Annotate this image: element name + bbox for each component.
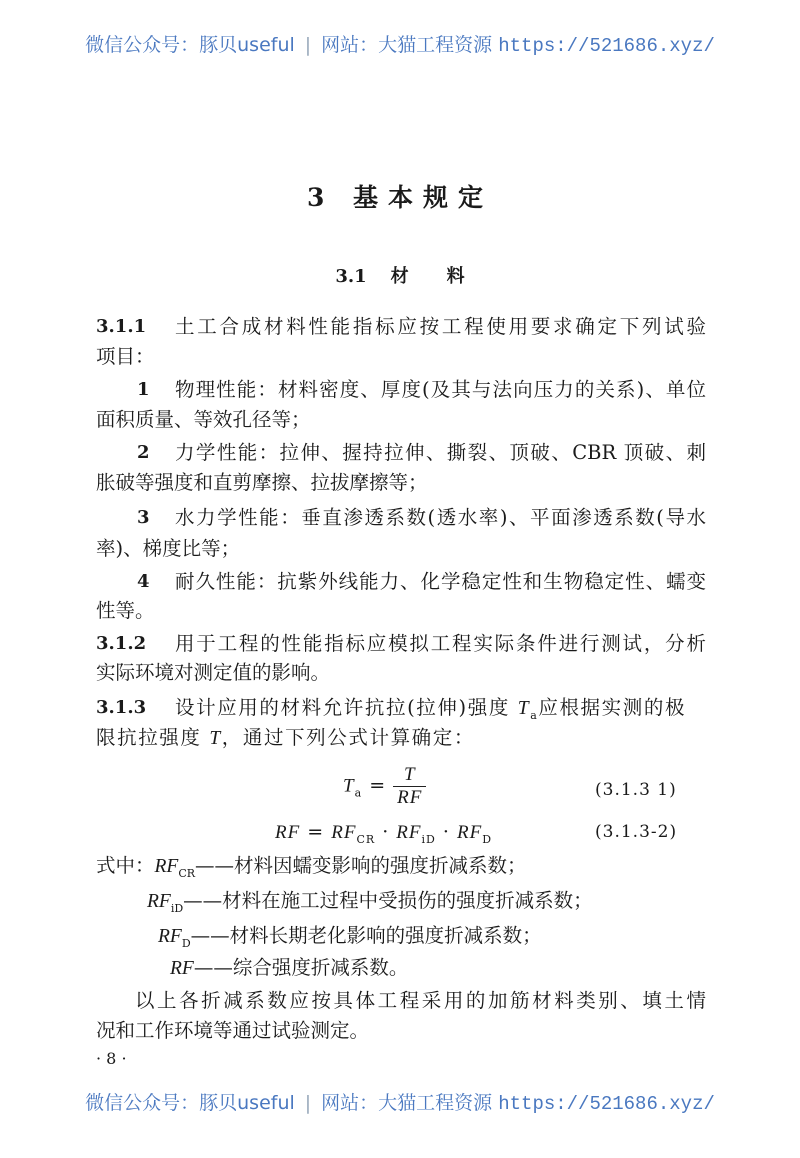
definition-text: ——材料因蠕变影响的强度折减系数； [195, 854, 527, 877]
clause-text-b: 应根据实测的极 [538, 696, 687, 719]
item-text: 率)、梯度比等； [96, 537, 241, 560]
definition [147, 889, 593, 921]
dot-operator: · [382, 821, 390, 843]
term-sub: CR [356, 832, 376, 846]
watermark-site: 网站：大猫工程资源 [321, 1092, 493, 1114]
item-number: 4 [137, 571, 150, 592]
item-text: 面积质量、等效孔径等； [96, 408, 311, 431]
item-text: 力学性能：拉伸、握持拉伸、撕裂、顶破、CBR 顶破、刺 [175, 441, 706, 464]
chapter-title: 3 基本规定 [306, 183, 494, 212]
formula-2 [275, 821, 492, 846]
item-text: 性等。 [96, 599, 155, 622]
closing-text: 况和工作环境等通过试验测定。 [96, 1019, 370, 1042]
watermark-site: 网站：大猫工程资源 [321, 34, 493, 56]
clause-text: 项目： [96, 345, 155, 368]
definition-symbol: RF [147, 891, 171, 912]
watermark-header [0, 30, 800, 57]
clause-text: 土工合成材料性能指标应按工程使用要求确定下列试验 [175, 315, 706, 338]
item-number: 3 [137, 507, 150, 528]
clause-number: 3.1.1 [96, 316, 147, 337]
clause-number: 3.1.2 [96, 633, 147, 654]
term: RF [396, 822, 422, 843]
definition-sub: D [181, 936, 191, 950]
definition [170, 956, 408, 981]
watermark-url[interactable]: https://521686.xyz/ [498, 1093, 715, 1115]
clause-text: 实际环境对测定值的影响。 [96, 661, 331, 684]
equals-sign: = [307, 821, 325, 843]
formula-label: (3.1.3-2) [595, 822, 678, 842]
watermark-url[interactable]: https://521686.xyz/ [498, 35, 715, 57]
formula-label: (3.1.3 1) [595, 780, 677, 800]
watermark-wechat: 微信公众号：豚贝useful [85, 1092, 295, 1114]
term: RF [457, 822, 483, 843]
symbol-t: T [209, 728, 222, 749]
watermark-wechat: 微信公众号：豚贝useful [85, 34, 295, 56]
clause-text-b: ，通过下列公式计算确定： [221, 726, 475, 749]
formula-lhs-sub: a [354, 786, 363, 800]
term: RF [331, 822, 357, 843]
denominator: RF [397, 787, 423, 808]
item-text: 物理性能：材料密度、厚度(及其与法向压力的关系)、单位 [175, 378, 706, 401]
item-text: 胀破等强度和直剪摩擦、拉拔摩擦等； [96, 471, 428, 494]
definition-text: ——综合强度折减系数。 [193, 956, 409, 979]
clause-text-a: 限抗拉强度 [96, 726, 202, 749]
watermark-divider: | [304, 34, 312, 56]
clause-text [96, 726, 475, 751]
item-text: 耐久性能：抗紫外线能力、化学稳定性和生物稳定性、蠕变 [175, 570, 706, 593]
definition-text: ——材料长期老化影响的强度折减系数； [190, 924, 542, 947]
symbol-sub: a [530, 708, 539, 722]
definition-text: ——材料在施工过程中受损伤的强度折减系数； [183, 889, 593, 912]
definition [158, 924, 542, 956]
definition-sub: iD [170, 901, 184, 915]
section-number: 3.1 [335, 266, 367, 287]
definition-sub: CR [178, 866, 196, 880]
item-number: 1 [137, 379, 150, 400]
clause-text: 用于工程的性能指标应模拟工程实际条件进行测试，分析 [175, 632, 706, 655]
clause-text-a: 设计应用的材料允许抗拉(拉伸)强度 [175, 696, 510, 719]
definition-symbol: RF [154, 856, 179, 877]
section-title-a: 材 [390, 266, 409, 287]
section-title [0, 262, 800, 288]
formula-1 [343, 764, 426, 809]
clause-text [175, 696, 686, 728]
numerator: T [393, 764, 426, 787]
definition [96, 854, 527, 886]
watermark-footer [0, 1088, 800, 1115]
closing-text: 以上各折减系数应按具体工程采用的加筋材料类别、填土情 [135, 989, 706, 1012]
dot-operator: · [442, 821, 450, 843]
definition-symbol: RF [170, 958, 194, 979]
item-number: 2 [137, 442, 150, 463]
definition-intro: 式中： [96, 854, 155, 877]
fraction [393, 764, 426, 809]
term-sub: iD [421, 832, 436, 846]
formula-lhs: RF [275, 822, 301, 843]
definition-symbol: RF [158, 926, 182, 947]
page-number: · 8 · [96, 1049, 127, 1068]
term-sub: D [482, 832, 493, 846]
symbol-t: T [517, 698, 531, 719]
clause-number: 3.1.3 [96, 697, 147, 718]
item-text: 水力学性能：垂直渗透系数(透水率)、平面渗透系数(导水 [175, 506, 706, 529]
section-title-b: 料 [446, 266, 465, 287]
watermark-divider: | [304, 1092, 312, 1114]
equals-sign: = [369, 774, 387, 797]
formula-lhs: T [343, 775, 355, 797]
